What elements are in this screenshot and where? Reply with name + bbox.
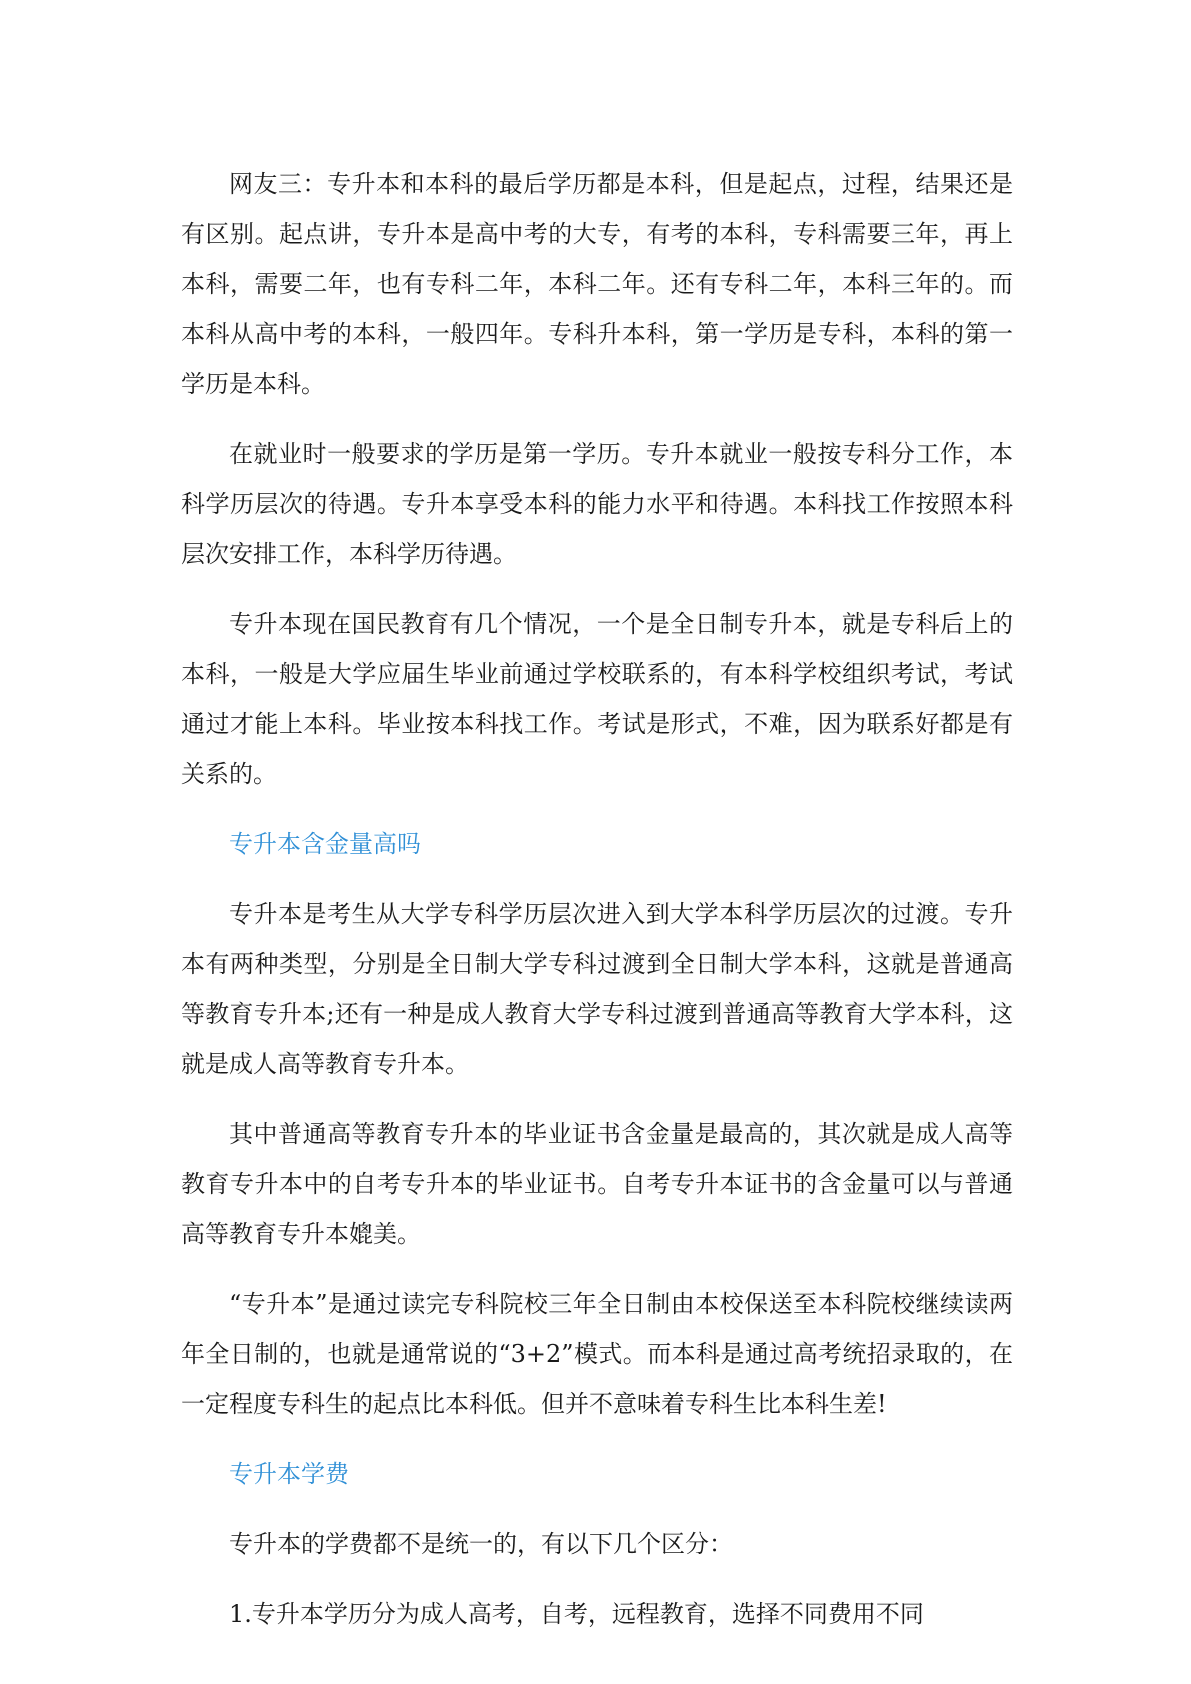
list-item-tuition-1: 1.专升本学历分为成人高考，自考，远程教育，选择不同费用不同 — [229, 1600, 924, 1628]
paragraph-national-education: 专升本现在国民教育有几个情况，一个是全日制专升本，就是专科后上的本科，一般是大学应届生毕业前通过学校联系的，有本科学校组织考试，考试通过才能上本科。毕业按本科找工作。考试是形式，不难，因为联系好都是有关系的。 — [181, 610, 1013, 788]
paragraph-certificate-value: 其中普通高等教育专升本的毕业证书含金量是最高的，其次就是成人高等教育专升本中的自考专升本的毕业证书。自考专升本证书的含金量可以与普通高等教育专升本媲美。 — [181, 1120, 1013, 1248]
document-body — [181, 159, 1013, 1659]
section-heading-value: 专升本含金量高吗 — [229, 830, 421, 858]
paragraph-transition-types: 专升本是考生从大学专科学历层次进入到大学本科学历层次的过渡。专升本有两种类型，分别是全日制大学专科过渡到全日制大学本科，这就是普通高等教育专升本;还有一种是成人教育大学专科过渡到普通高等教育大学本科，这就是成人高等教育专升本。 — [181, 900, 1013, 1078]
paragraph-employment: 在就业时一般要求的学历是第一学历。专升本就业一般按专科分工作，本科学历层次的待遇。专升本享受本科的能力水平和待遇。本科找工作按照本科层次安排工作，本科学历待遇。 — [181, 440, 1013, 568]
section-heading-tuition: 专升本学费 — [229, 1460, 349, 1488]
paragraph-netizen-three: 网友三：专升本和本科的最后学历都是本科，但是起点，过程，结果还是有区别。起点讲，专升本是高中考的大专，有考的本科，专科需要三年，再上本科，需要二年，也有专科二年，本科二年。还有专科二年，本科三年的。而本科从高中考的本科，一般四年。专科升本科，第一学历是专科，本科的第一学历是本科。 — [181, 170, 1013, 398]
paragraph-three-plus-two: “专升本”是通过读完专科院校三年全日制由本校保送至本科院校继续读两年全日制的，也就是通常说的“3+2”模式。而本科是通过高考统招录取的，在一定程度专科生的起点比本科低。但并不意味着专科生比本科生差! — [181, 1290, 1013, 1418]
paragraph-tuition-intro: 专升本的学费都不是统一的，有以下几个区分： — [229, 1530, 733, 1558]
